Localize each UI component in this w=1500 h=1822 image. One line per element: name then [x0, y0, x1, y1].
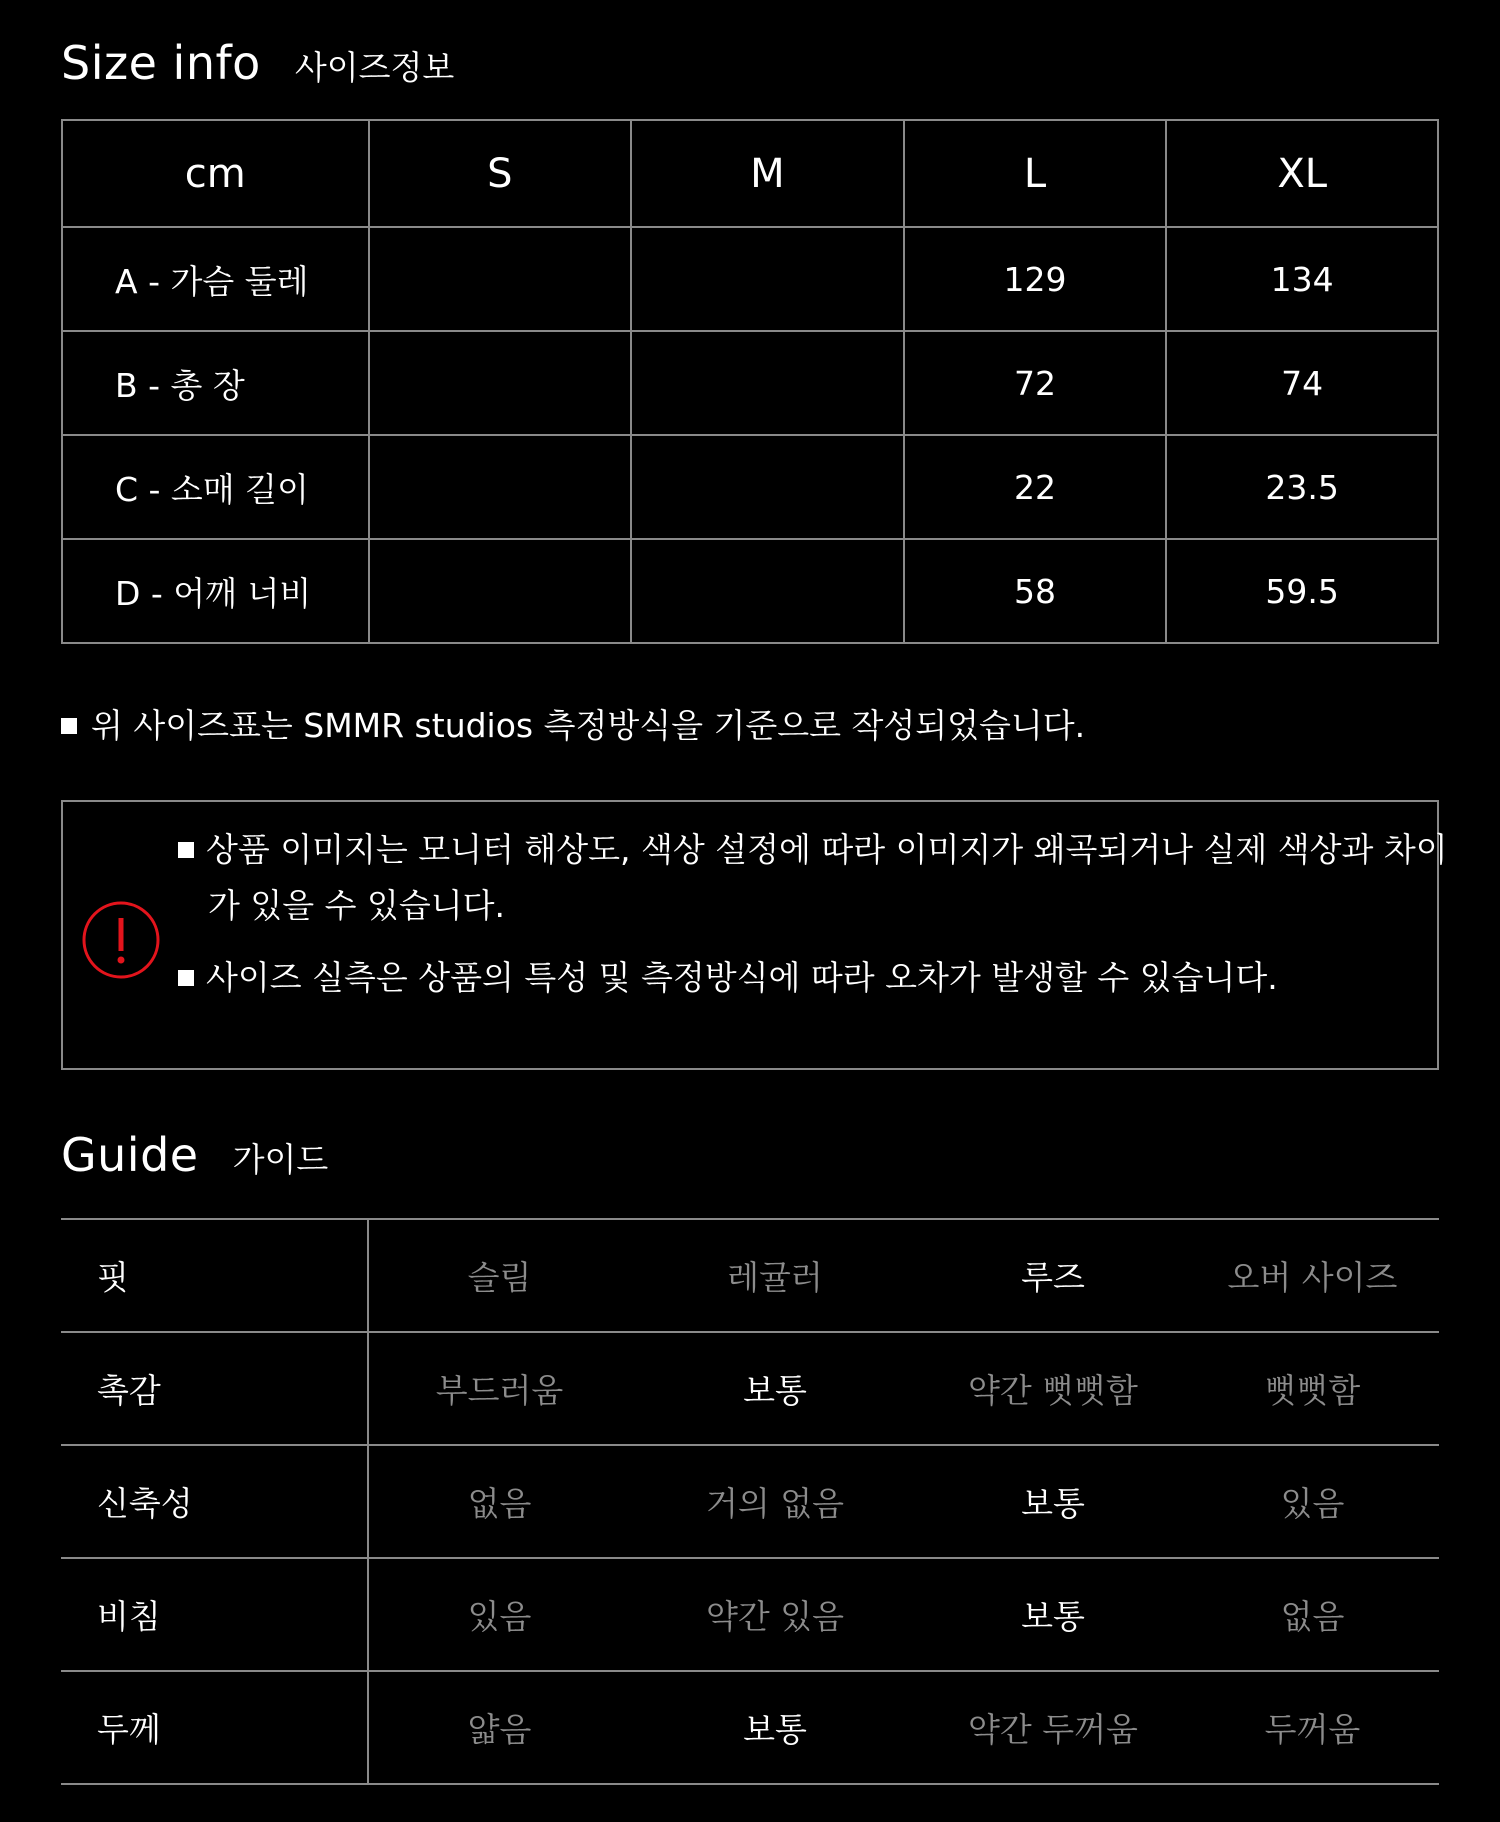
table-row: [62, 227, 1438, 331]
guide-option: 보통: [920, 1558, 1186, 1671]
notice-line: [178, 822, 1458, 934]
guide-option: 오버 사이즈: [1186, 1219, 1439, 1332]
bullet-square-icon: [178, 842, 194, 858]
notice-box: [61, 800, 1448, 1070]
size-table: [61, 119, 1439, 644]
cell-xl: 134: [1166, 227, 1438, 331]
row-label: B - 총 장: [62, 331, 369, 435]
guide-option: 보통: [630, 1671, 920, 1784]
size-table-header-row: [62, 120, 1438, 227]
cell-s: [369, 331, 632, 435]
guide-option: 얇음: [368, 1671, 630, 1784]
header-size-l: L: [904, 120, 1167, 227]
cell-l: 72: [904, 331, 1167, 435]
cell-l: 58: [904, 539, 1167, 643]
cell-m: [631, 227, 904, 331]
cell-s: [369, 227, 632, 331]
cell-m: [631, 539, 904, 643]
guide-option: 슬림: [368, 1219, 630, 1332]
cell-xl: 23.5: [1166, 435, 1438, 539]
cell-m: [631, 331, 904, 435]
guide-option: 약간 있음: [630, 1558, 920, 1671]
size-note: [61, 700, 1085, 747]
guide-option: 보통: [630, 1332, 920, 1445]
guide-row: [61, 1558, 1439, 1671]
cell-xl: 74: [1166, 331, 1438, 435]
table-row: [62, 539, 1438, 643]
bullet-square-icon: [178, 970, 194, 986]
cell-s: [369, 539, 632, 643]
header-size-xl: XL: [1166, 120, 1438, 227]
cell-m: [631, 435, 904, 539]
guide-title-ko: 가이드: [232, 1140, 329, 1179]
guide-heading: [61, 1128, 328, 1182]
cell-s: [369, 435, 632, 539]
guide-row: [61, 1671, 1439, 1784]
table-row: [62, 435, 1438, 539]
size-info-title-en: Size info: [61, 36, 261, 90]
guide-option: 있음: [1186, 1445, 1439, 1558]
guide-row-label: 두께: [61, 1671, 368, 1784]
row-label: C - 소매 길이: [62, 435, 369, 539]
header-size-m: M: [631, 120, 904, 227]
guide-option: 부드러움: [368, 1332, 630, 1445]
guide-table: [61, 1218, 1439, 1785]
guide-option: 거의 없음: [630, 1445, 920, 1558]
guide-option: 없음: [368, 1445, 630, 1558]
cell-l: 129: [904, 227, 1167, 331]
header-size-s: S: [369, 120, 632, 227]
guide-option: 뻣뻣함: [1186, 1332, 1439, 1445]
guide-option: 두꺼움: [1186, 1671, 1439, 1784]
cell-xl: 59.5: [1166, 539, 1438, 643]
row-label: D - 어깨 너비: [62, 539, 369, 643]
guide-row-label: 비침: [61, 1558, 368, 1671]
guide-option: 약간 두꺼움: [920, 1671, 1186, 1784]
size-info-title-ko: 사이즈정보: [294, 48, 455, 87]
size-info-heading: [61, 36, 454, 90]
notice-text: 사이즈 실측은 상품의 특성 및 측정방식에 따라 오차가 발생할 수 있습니다.: [206, 958, 1278, 997]
guide-row-label: 핏: [61, 1219, 368, 1332]
guide-row-label: 촉감: [61, 1332, 368, 1445]
notice-text: 상품 이미지는 모니터 해상도, 색상 설정에 따라 이미지가 왜곡되거나 실제 색상과 차이가 있을 수 있습니다.: [206, 830, 1448, 925]
guide-option: 레귤러: [630, 1219, 920, 1332]
guide-option: 없음: [1186, 1558, 1439, 1671]
guide-option: 보통: [920, 1445, 1186, 1558]
guide-row: [61, 1445, 1439, 1558]
table-row: [62, 331, 1438, 435]
cell-l: 22: [904, 435, 1167, 539]
exclamation-icon: [81, 900, 161, 980]
guide-title-en: Guide: [61, 1128, 199, 1182]
guide-option: 약간 뻣뻣함: [920, 1332, 1186, 1445]
row-label: A - 가슴 둘레: [62, 227, 369, 331]
notice-line: [178, 950, 1458, 1006]
header-unit: cm: [62, 120, 369, 227]
guide-option: 루즈: [920, 1219, 1186, 1332]
bullet-square-icon: [61, 718, 77, 734]
guide-row-label: 신축성: [61, 1445, 368, 1558]
guide-row: [61, 1332, 1439, 1445]
size-note-text: 위 사이즈표는 SMMR studios 측정방식을 기준으로 작성되었습니다.: [91, 706, 1086, 745]
guide-option: 있음: [368, 1558, 630, 1671]
guide-row: [61, 1219, 1439, 1332]
